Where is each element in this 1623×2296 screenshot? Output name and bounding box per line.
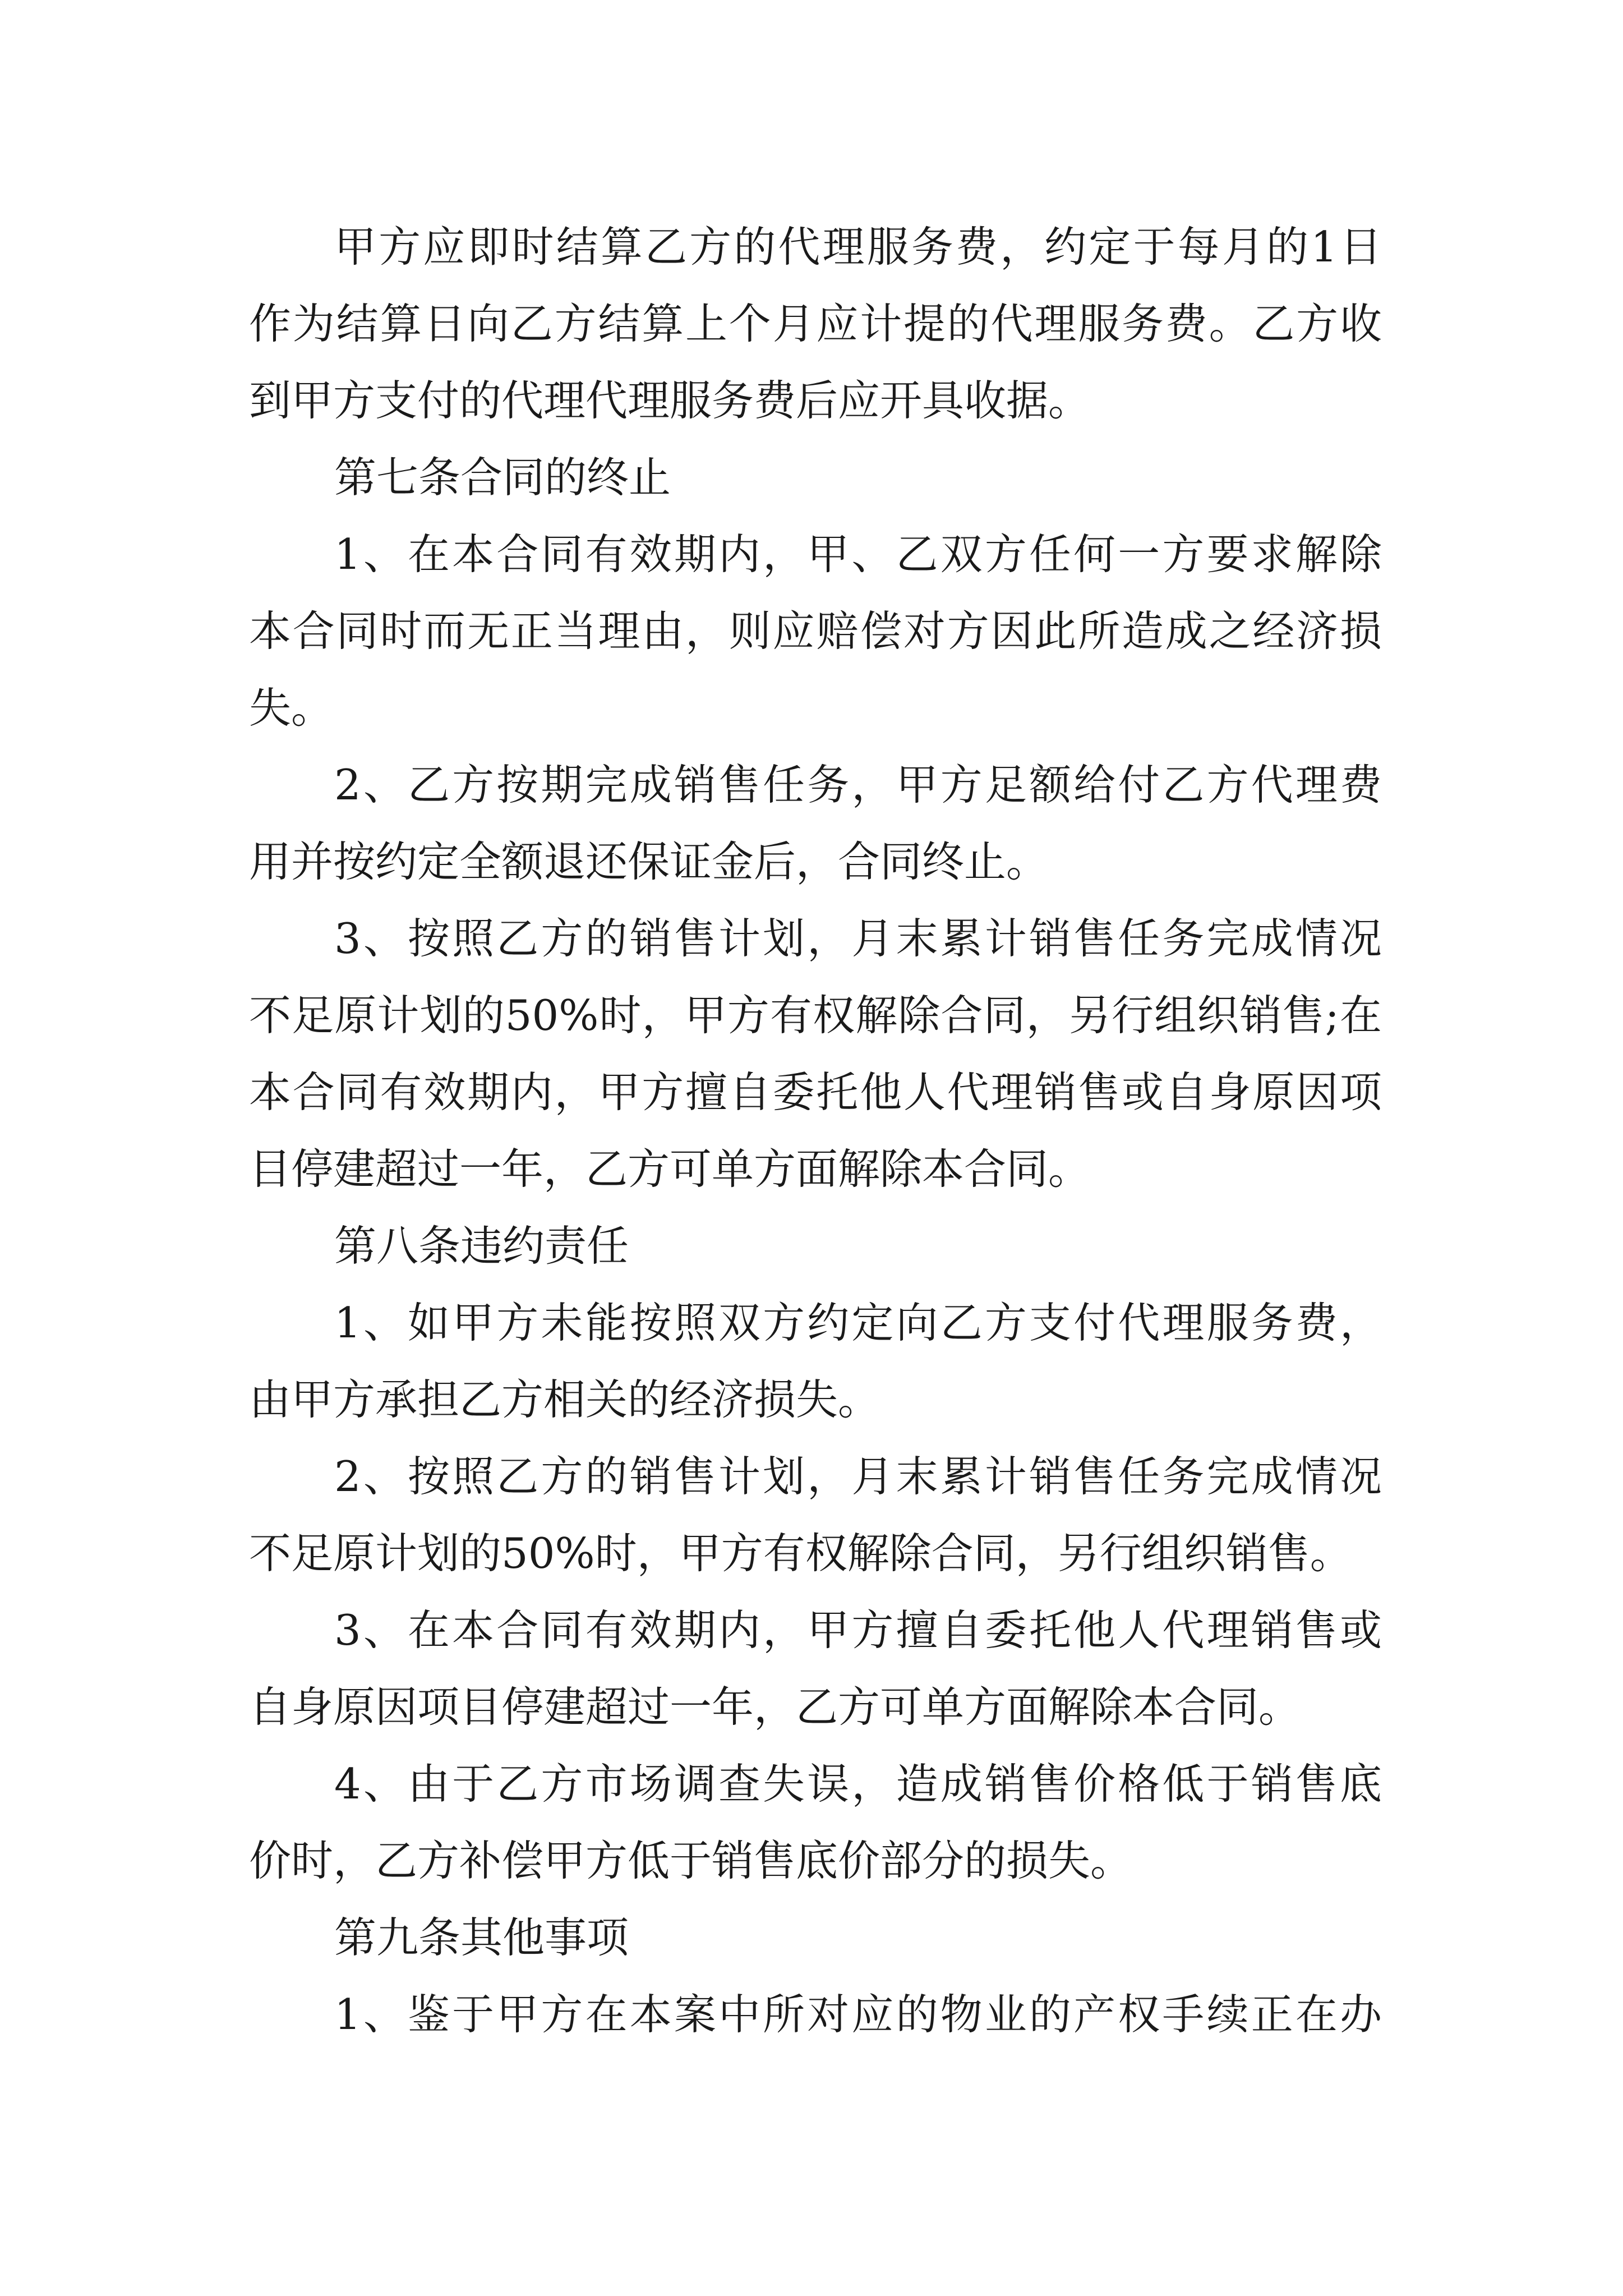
paragraph-line: 本合同有效期内，甲方擅自委托他人代理销售或自身原因项 (249, 1068, 1382, 1117)
paragraph-line: 1、如甲方未能按照双方约定向乙方支付代理服务费， (334, 1298, 1382, 1347)
paragraph-line: 作为结算日向乙方结算上个月应计提的代理服务费。乙方收 (249, 299, 1382, 348)
paragraph-line: 不足原计划的50%时，甲方有权解除合同，另行组织销售。 (249, 1529, 1352, 1578)
document-body (249, 209, 1382, 2053)
paragraph-line: 由甲方承担乙方相关的经济损失。 (249, 1375, 880, 1424)
section-heading: 第九条其他事项 (334, 1913, 629, 1962)
paragraph-line: 自身原因项目停建超过一年，乙方可单方面解除本合同。 (249, 1682, 1301, 1732)
paragraph-line: 1、鉴于甲方在本案中所对应的物业的产权手续正在办 (334, 1990, 1382, 2039)
section-heading: 第七条合同的终止 (334, 453, 671, 502)
paragraph-line: 1、在本合同有效期内，甲、乙双方任何一方要求解除 (334, 530, 1382, 579)
paragraph-line: 3、在本合同有效期内，甲方擅自委托他人代理销售或 (334, 1605, 1382, 1655)
paragraph-line: 失。 (249, 683, 334, 733)
paragraph-line: 到甲方支付的代理代理服务费后应开具收据。 (249, 376, 1091, 425)
paragraph-line: 甲方应即时结算乙方的代理服务费，约定于每月的1日 (334, 222, 1382, 272)
paragraph-line: 用并按约定全额退还保证金后，合同终止。 (249, 837, 1049, 886)
paragraph-line: 3、按照乙方的销售计划，月末累计销售任务完成情况 (334, 914, 1382, 963)
paragraph-line: 2、按照乙方的销售计划，月末累计销售任务完成情况 (334, 1452, 1382, 1501)
paragraph-line: 4、由于乙方市场调查失误，造成销售价格低于销售底 (334, 1759, 1382, 1809)
paragraph-line: 本合同时而无正当理由，则应赔偿对方因此所造成之经济损 (249, 606, 1382, 656)
section-heading: 第八条违约责任 (334, 1221, 629, 1271)
paragraph-line: 目停建超过一年，乙方可单方面解除本合同。 (249, 1144, 1091, 1194)
paragraph-line: 2、乙方按期完成销售任务，甲方足额给付乙方代理费 (334, 760, 1382, 809)
paragraph-line: 价时，乙方补偿甲方低于销售底价部分的损失。 (249, 1836, 1133, 1885)
paragraph-line: 不足原计划的50%时，甲方有权解除合同，另行组织销售;在 (249, 991, 1382, 1040)
